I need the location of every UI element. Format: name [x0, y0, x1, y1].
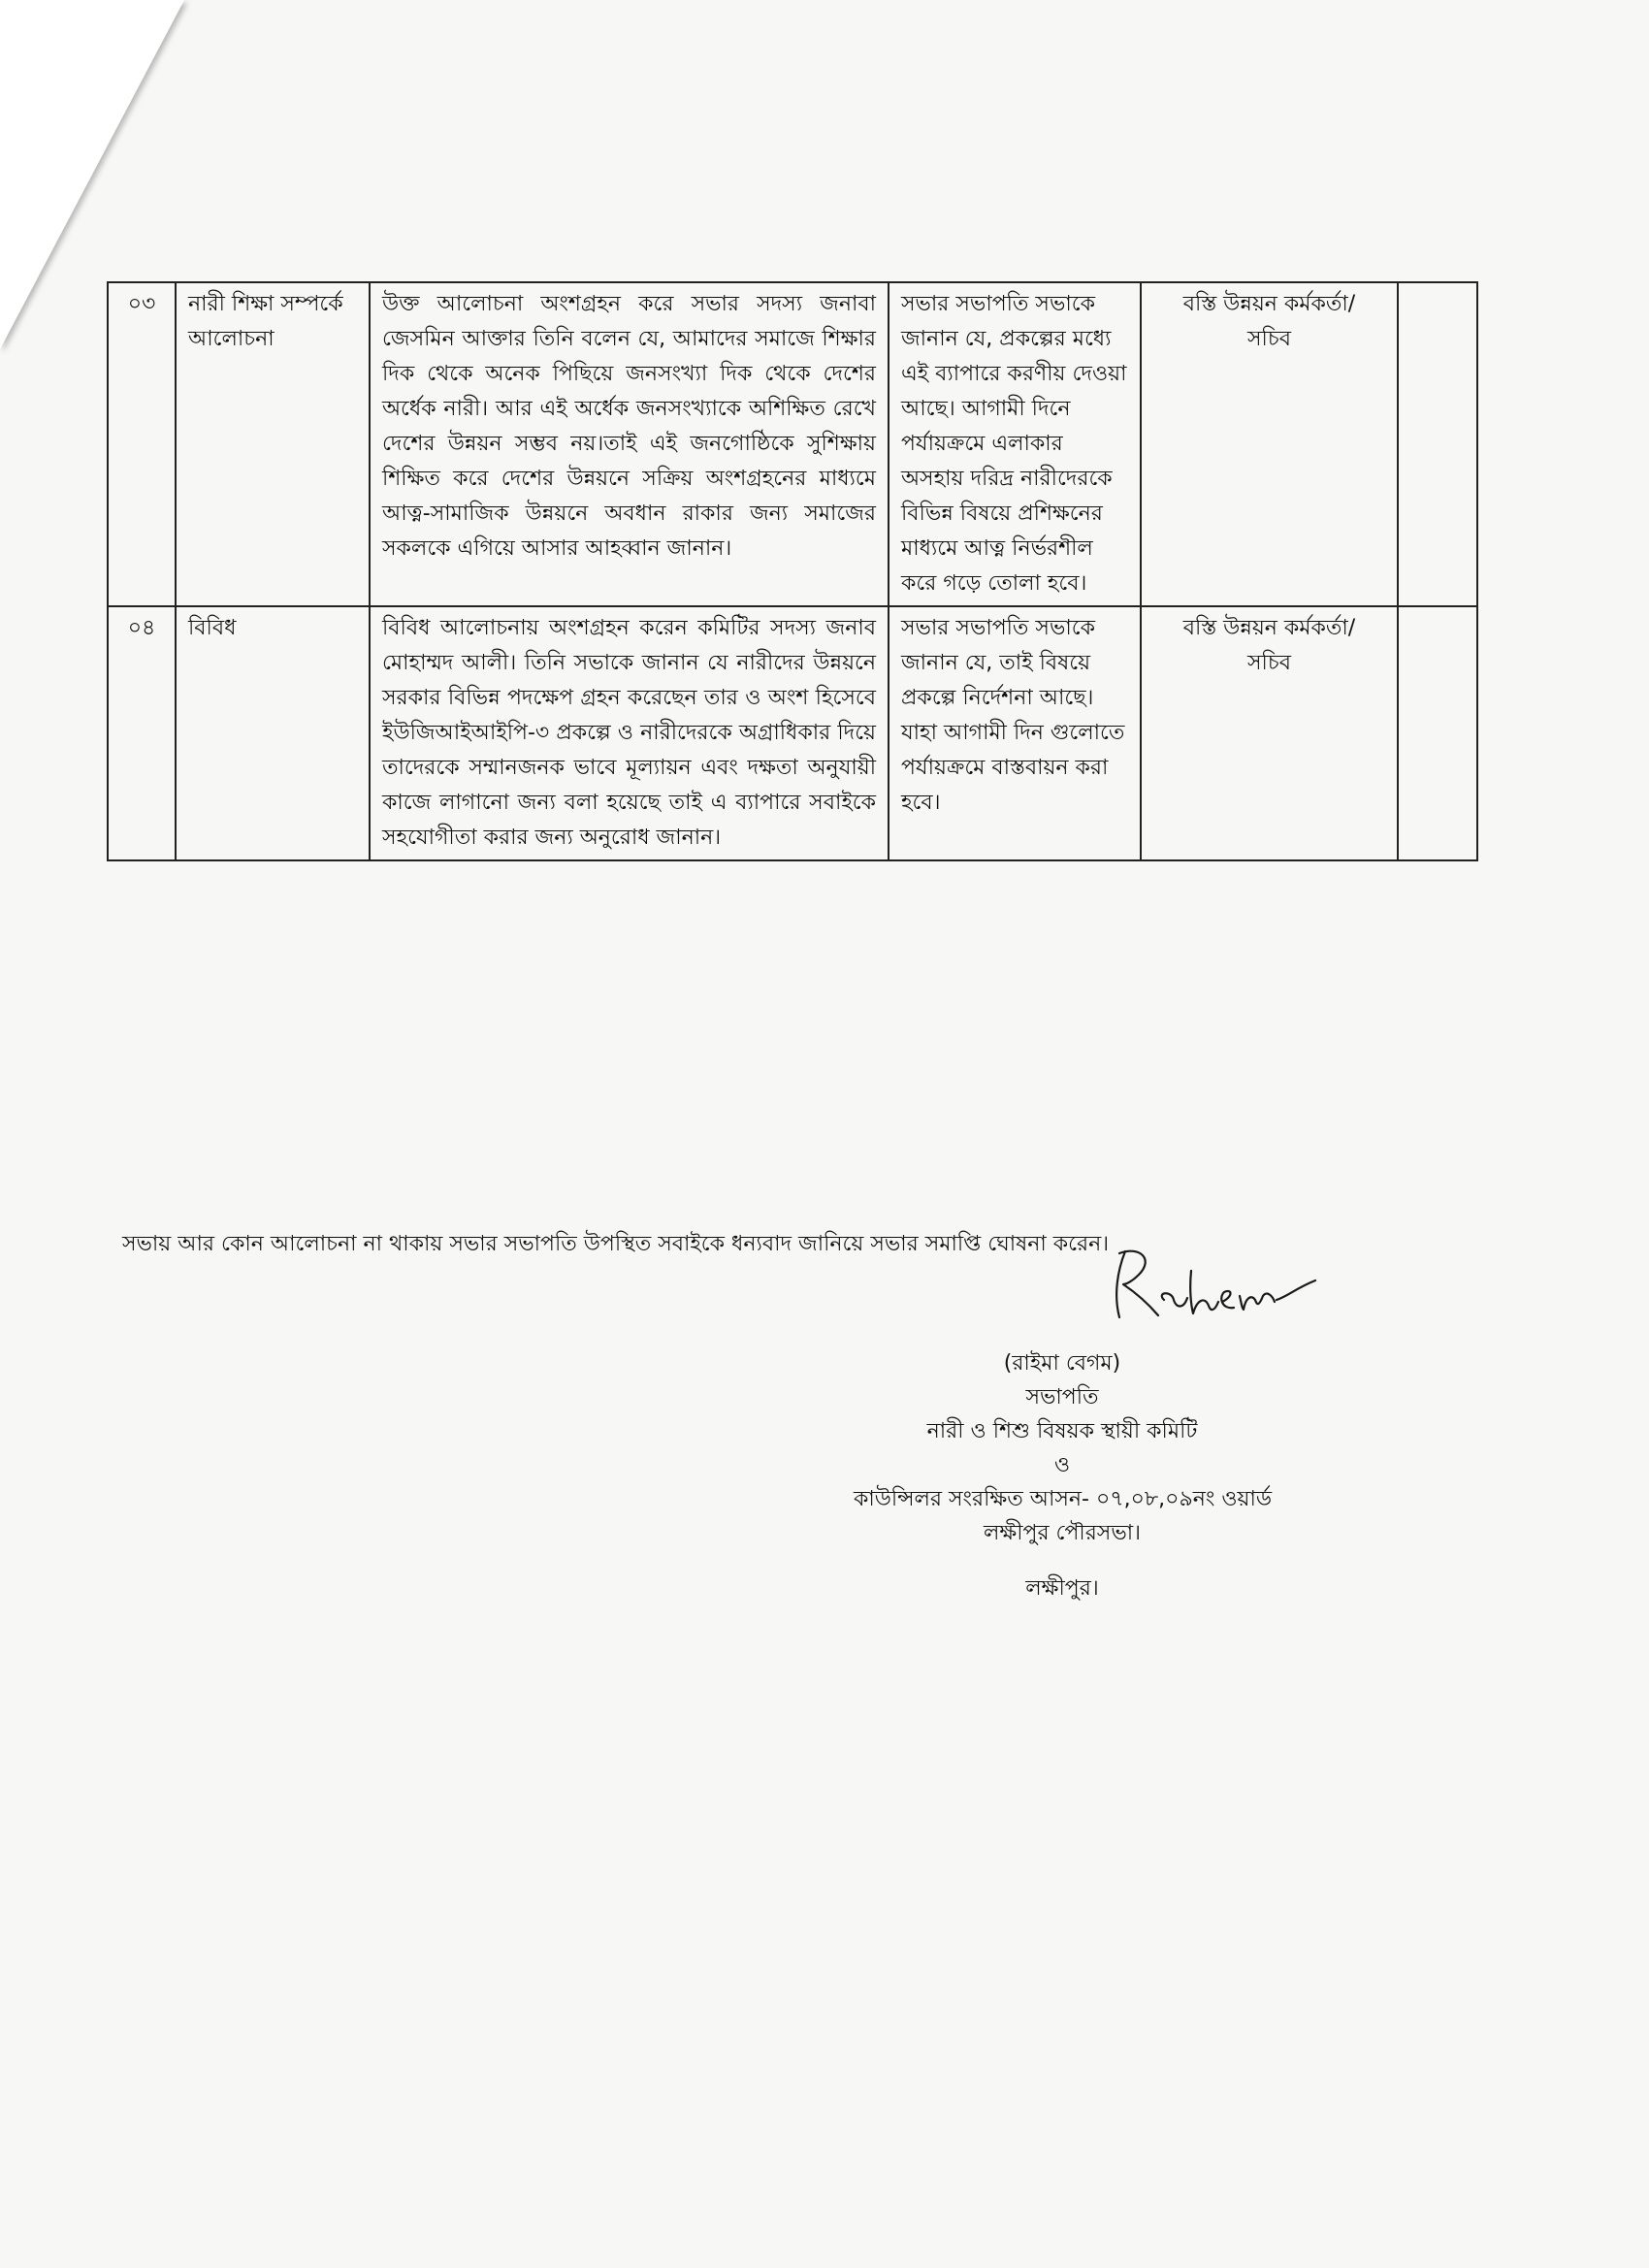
signatory-name: (রাইমা বেগম)	[1003, 1351, 1121, 1376]
signatory-title: সভাপতি	[1025, 1385, 1099, 1409]
topic: নারী শিক্ষা সম্পর্কে আলোচনা	[176, 282, 370, 606]
committee-name: নারী ও শিশু বিষয়ক স্থায়ী কমিটি	[926, 1419, 1198, 1443]
serial-number: ০৩	[108, 282, 176, 606]
serial-number: ০৪	[108, 606, 176, 860]
minutes-table	[107, 281, 1478, 861]
responsible-line1: বস্তি উন্নয়ন কর্মকর্তা/	[1182, 616, 1356, 640]
closing-text: সভায় আর কোন আলোচনা না থাকায় সভার সভাপতি উপস্থিত সবাইকে ধন্যবাদ জানিয়ে সভার সমাপ্তি ঘোষনা করেন।	[122, 1232, 1110, 1256]
responsible-line1: বস্তি উন্নয়ন কর্মকর্তা/	[1182, 292, 1356, 316]
place: লক্ষীপুর।	[1025, 1576, 1099, 1601]
decision: সভার সভাপতি সভাকে জানান যে, তাই বিষয়ে প্রকল্পে নির্দেশনা আছে। যাহা আগামী দিন গুলোতে পর্যায়ক্রমে বাস্তবায়ন করা হবে।	[889, 606, 1141, 860]
topic: বিবিধ	[176, 606, 370, 860]
responsible	[1141, 606, 1398, 860]
discussion: বিবিধ আলোচনায় অংশগ্রহন করেন কমিটির সদস্য জনাব মোহাম্মদ আলী। তিনি সভাকে জানান যে নারীদের উন্নয়নে সরকার বিভিন্ন পদক্ষেপ গ্রহন করেছেন তার ও অংশ হিসেবে ইউজিআইআইপি-৩ প্রকল্পে ও নারীদেরকে অগ্রাধিকার দিয়ে তাদেরকে সম্মানজনক ভাবে মূল্যায়ন এবং দক্ষতা অনুযায়ী কাজে লাগানো জন্য বলা হয়েছে তাই এ ব্যাপারে সবাইকে সহযোগীতা করার জন্য অনুরোধ জানান।	[370, 606, 889, 860]
table-row	[108, 282, 1477, 606]
remarks	[1398, 282, 1477, 606]
reserved-seat: কাউন্সিলর সংরক্ষিত আসন- ০৭,০৮,০৯নং ওয়ার্ড	[854, 1487, 1273, 1511]
signature-block	[854, 1346, 1271, 1605]
responsible-line2: সচিব	[1247, 327, 1291, 351]
responsible	[1141, 282, 1398, 606]
remarks	[1398, 606, 1477, 860]
table-row	[108, 606, 1477, 860]
responsible-line2: সচিব	[1247, 651, 1291, 675]
conjunction: ও	[1053, 1453, 1071, 1477]
municipality: লক্ষীপুর পৌরসভা।	[984, 1521, 1141, 1545]
signature	[1096, 1242, 1319, 1329]
decision: সভার সভাপতি সভাকে জানান যে, প্রকল্পের মধ্যে এই ব্যাপারে করণীয় দেওয়া আছে। আগামী দিনে পর্যায়ক্রমে এলাকার অসহায় দরিদ্র নারীদেরকে বিভিন্ন বিষয়ে প্রশিক্ষনের মাধ্যমে আত্ন নির্ভরশীল করে গড়ে তোলা হবে।	[889, 282, 1141, 606]
discussion: উক্ত আলোচনা অংশগ্রহন করে সভার সদস্য জনাবা জেসমিন আক্তার তিনি বলেন যে, আমাদের সমাজে শিক্ষার দিক থেকে অনেক পিছিয়ে জনসংখ্যা দিক থেকে দেশের অর্ধেক নারী। আর এই অর্ধেক জনসংখ্যাকে অশিক্ষিত রেখে দেশের উন্নয়ন সম্ভব নয়।তাই এই জনগোষ্ঠিকে সুশিক্ষায় শিক্ষিত করে দেশের উন্নয়নে সক্রিয় অংশগ্রহনের মাধ্যমে আত্ন-সামাজিক উন্নয়নে অবধান রাকার জন্য সমাজের সকলকে এগিয়ে আসার আহব্বান জানান।	[370, 282, 889, 606]
